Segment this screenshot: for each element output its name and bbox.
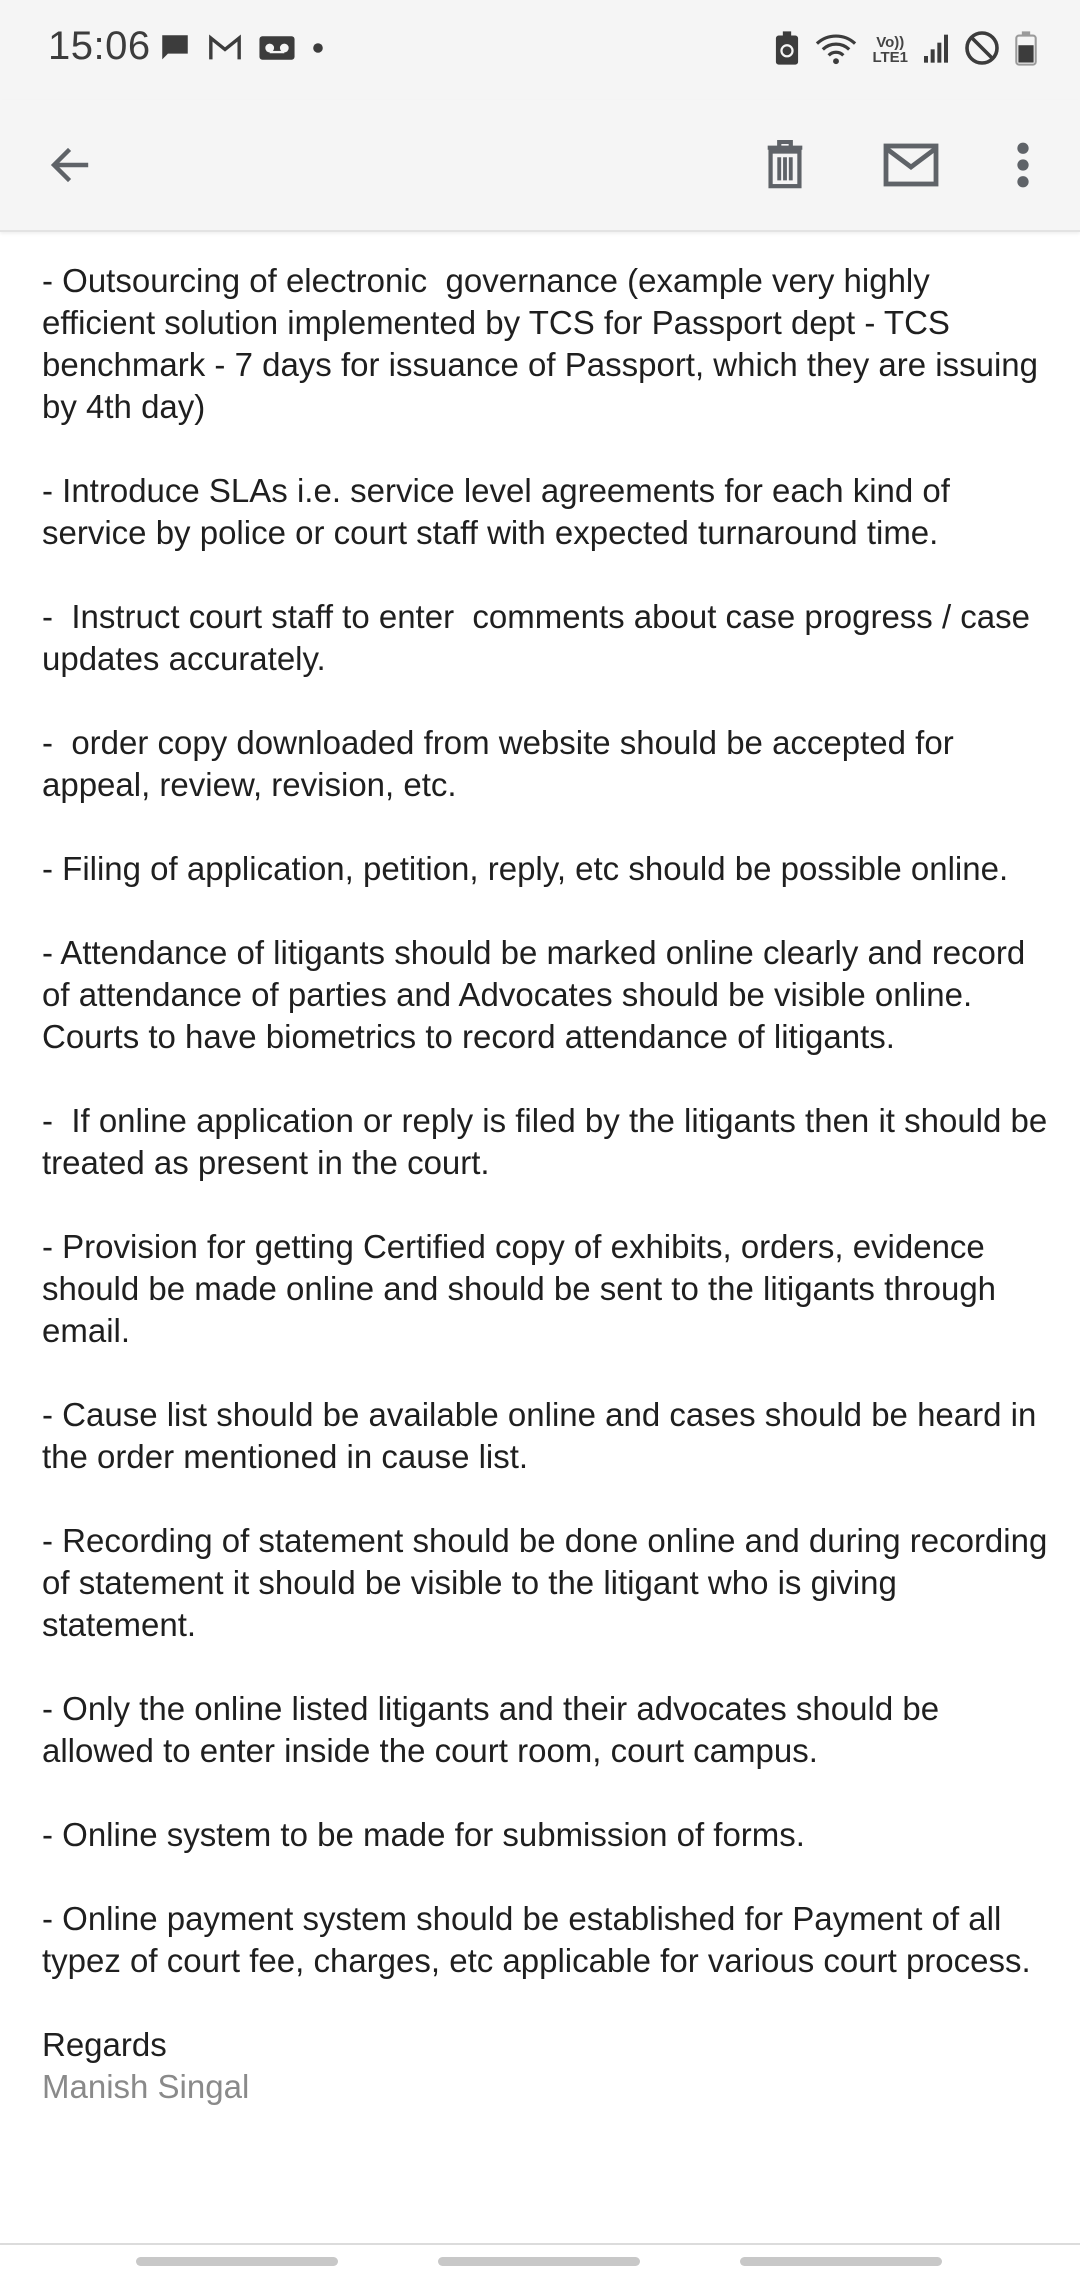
do-not-disturb-icon [964,30,1000,71]
battery-saver-icon [774,30,800,71]
gmail-icon [208,33,242,68]
email-paragraph: - order copy downloaded from website should be accepted for appeal, review, revision, etc. [42,724,963,803]
scroll-indicator [740,2257,942,2266]
signature-regards: Regards [42,2026,167,2063]
notification-icons [158,30,324,70]
email-paragraph: - Instruct court staff to enter comments about case progress / case updates accurately. [42,598,1040,677]
arrow-left-icon [46,141,94,189]
bottom-scroll-area [0,2245,1080,2280]
volte-label: Vo)) [876,34,905,51]
status-time: 15:06 [48,24,151,68]
email-paragraph: - Introduce SLAs i.e. service level agreements for each kind of service by police or court staff with expected turnaround time. [42,472,960,551]
status-bar [0,0,1080,100]
email-paragraph: - Only the online listed litigants and their advocates should be allowed to enter inside the court room, court campus. [42,1690,949,1769]
delete-button[interactable] [745,125,825,205]
email-paragraph: - Attendance of litigants should be marked online clearly and record of attendance of parties and Advocates should be visible online. Courts to have biometrics to record attendance of litigants. [42,934,1035,1055]
email-paragraph: - If online application or reply is filed by the litigants then it should be treated as present in the court. [42,1102,1057,1181]
email-paragraph: - Provision for getting Certified copy of exhibits, orders, evidence should be made online and should be sent to the litigants through email. [42,1228,1006,1349]
email-toolbar [0,100,1080,232]
dot-icon [312,41,324,59]
message-icon [158,31,192,70]
mail-icon [883,143,939,187]
mark-unread-button[interactable] [871,125,951,205]
email-paragraph: - Cause list should be available online and cases should be heard in the order mentioned in cause list. [42,1396,1046,1475]
email-paragraph: - Filing of application, petition, reply, etc should be possible online. [42,850,1009,887]
more-vertical-icon [1016,142,1030,188]
back-button[interactable] [30,125,110,205]
voicemail-icon [258,33,296,68]
lte-icon [872,35,908,65]
email-paragraph: - Online payment system should be established for Payment of all typez of court fee, charges, etc applicable for various court process. [42,1900,1031,1979]
email-paragraph: - Online system to be made for submission of forms. [42,1816,805,1853]
battery-icon [1014,30,1038,71]
scroll-indicator [136,2257,338,2266]
email-paragraph: - Recording of statement should be done online and during recording of statement it should be visible to the litigant who is giving statement. [42,1522,1057,1643]
wifi-icon [814,30,858,71]
scroll-indicator [438,2257,640,2266]
signature-name: Manish Singal [42,2068,250,2105]
system-icons [774,28,1038,72]
email-paragraph: - Outsourcing of electronic governance (example very highly efficient solution implemented by TCS for Passport dept - TCS benchmark - 7 days for issuance of Passport, which they are issuing by 4th day) [42,262,1048,425]
trash-icon [763,140,807,190]
email-body [42,260,1057,2108]
lte-label: LTE1 [872,49,908,66]
more-options-button[interactable] [983,125,1063,205]
signal-icon [922,32,950,69]
